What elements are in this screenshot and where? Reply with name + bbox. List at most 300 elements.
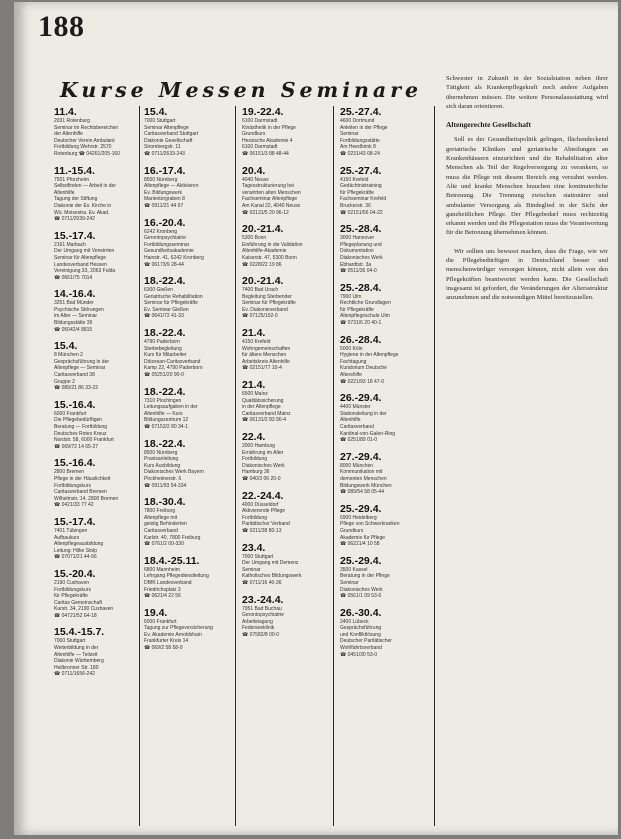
- event-detail: Altenpflege — Seminar: [54, 365, 106, 372]
- event-detail: 6900 Heidelberg: [340, 514, 377, 521]
- event-detail: 3000 Hannover: [340, 235, 375, 242]
- event-entry: [144, 607, 226, 652]
- event-entry: [242, 379, 324, 424]
- event-detail: 2190 Cuxhaven: [54, 579, 90, 586]
- event-detail: Leitung: Hilke Stolp: [54, 547, 98, 554]
- event-detail: ☎ 0661/75 7014: [54, 274, 93, 281]
- event-detail: 8500 Nürnberg: [144, 176, 178, 183]
- event-date: 16.-17.4.: [144, 164, 186, 177]
- event-date: 25.-29.4.: [340, 502, 382, 515]
- event-date: 19.4.: [144, 606, 168, 619]
- event-detail: 7501 Pforzheim: [54, 176, 90, 183]
- event-date: 18.-22.4.: [144, 385, 186, 398]
- event-date: 20.-21.4.: [242, 223, 284, 236]
- event-entry: [54, 230, 136, 282]
- event-detail: 7900 Ulm: [340, 293, 362, 300]
- event-detail: Fachseminar Krefeld: [340, 196, 387, 203]
- event-detail: Ev. Bildungswerk: [144, 189, 182, 196]
- event-detail: und Konfliktlösung: [340, 631, 381, 638]
- event-detail: Altenpflege — Aktivieren: [144, 183, 199, 190]
- event-detail: Arbeitstagung: [242, 618, 273, 625]
- event-detail: Psychische Störungen: [54, 306, 104, 313]
- event-detail: Kommunikation mit: [340, 469, 383, 476]
- event-detail: für Pflegekräfte: [340, 306, 374, 313]
- event-date: 20.4.: [242, 164, 266, 177]
- event-detail: Caritasverband 38: [54, 372, 95, 379]
- event-detail: Geriatrische Rehabilitation: [144, 293, 203, 300]
- event-detail: Grundkurs: [242, 131, 266, 138]
- event-date: 15.-17.4.: [54, 229, 96, 242]
- event-detail: Fortbildung: [242, 514, 268, 521]
- event-detail: ☎ 02151/77 10-4: [242, 365, 282, 372]
- event-detail: Sterbebegleitung: [144, 345, 182, 352]
- event-detail: Wohngemeinschaften: [242, 345, 291, 352]
- event-detail: Kurs Ausbildung: [144, 462, 181, 469]
- event-entry: [340, 451, 422, 496]
- event-entry: [144, 165, 226, 210]
- event-detail: 6100 Darmstadt: [242, 144, 278, 151]
- event-detail: Wohlfahrtsverband: [340, 645, 382, 652]
- event-entry: [242, 490, 324, 535]
- column-divider: [139, 106, 140, 826]
- event-detail: 2800 Bremen: [54, 469, 85, 476]
- event-detail: Seminar: [340, 131, 359, 138]
- event-date: 25.-28.4.: [340, 281, 382, 294]
- event-detail: ☎ 0231/43 08-24: [340, 150, 380, 157]
- event-detail: Fortbildungskurs: [54, 586, 91, 593]
- event-detail: Anleiten in der Pflege: [340, 124, 388, 131]
- event-detail: Paritätischer Verband: [242, 521, 290, 528]
- event-detail: Ev. Diakonieverband: [242, 306, 288, 313]
- event-detail: Gerontopsychiatrie: [242, 612, 284, 619]
- event-detail: Kardinal-von-Galen-Ring: [340, 430, 396, 437]
- event-detail: ☎ 06221/4 10 58: [340, 541, 380, 548]
- event-detail: Frankfurter Kreis 14: [144, 638, 189, 645]
- event-detail: Ernährung im Alter: [242, 449, 284, 456]
- event-detail: 4040 Neuss: [242, 176, 269, 183]
- event-detail: Stationsleitung in der: [340, 410, 387, 417]
- event-entry: [340, 555, 422, 600]
- event-detail: 7000 Stuttgart: [242, 553, 274, 560]
- column-divider: [434, 106, 435, 826]
- page-title: Kurse Messen Seminare: [60, 78, 423, 102]
- event-detail: ☎ 069/72 14 65-27: [54, 443, 99, 450]
- event-entry: [242, 594, 324, 639]
- event-detail: Praxisanleitung: [144, 456, 179, 463]
- event-detail: ☎ 0761/2 00-330: [144, 541, 184, 548]
- event-detail: ☎ 0511/36 04-0: [340, 268, 377, 275]
- event-detail: Hessische Akademie 4: [242, 137, 293, 144]
- event-detail: Hamburg 36: [242, 469, 270, 476]
- event-date: 22.4.: [242, 431, 266, 443]
- event-detail: Caritasverband Bremen: [54, 489, 107, 496]
- event-detail: Seminar: [340, 579, 359, 586]
- event-date: 21.4.: [242, 327, 266, 340]
- event-entry: [242, 542, 324, 587]
- event-detail: Federseeklinik: [242, 625, 275, 632]
- event-detail: Diakonisches Werk Bayern: [144, 469, 204, 476]
- event-entry: [54, 626, 136, 678]
- event-detail: Bildungszentrum 12: [144, 417, 189, 424]
- event-detail: ☎ 0228/22 19 86: [242, 261, 282, 268]
- event-detail: Tagesstrukturierung bei: [242, 183, 294, 190]
- event-detail: im Alter — Seminar: [54, 313, 98, 320]
- event-detail: Weiterbildung in der: [54, 645, 99, 652]
- event-detail: DBfK Landesverband: [144, 579, 192, 586]
- event-detail: Pflege von Schwerkranken: [340, 521, 400, 528]
- event-detail: Altenhilfe-Akademie: [242, 248, 287, 255]
- event-detail: Marientorgraben 8: [144, 196, 185, 203]
- event-detail: ☎ 06151/3 88 48-44: [242, 150, 289, 157]
- event-entry: [242, 106, 324, 158]
- event-date: 25.-28.4.: [340, 223, 382, 236]
- event-detail: Kamp 22, 4790 Paderborn: [144, 365, 203, 372]
- event-detail: Beratung in der Pflege: [340, 573, 390, 580]
- event-detail: Caritasverband: [340, 424, 374, 430]
- event-detail: Gesprächsführung in der: [54, 358, 110, 365]
- event-detail: 2000 Hamburg: [242, 443, 276, 449]
- event-date: 20.-21.4.: [242, 275, 284, 288]
- article-column: [446, 74, 608, 830]
- event-detail: Seminar für Pflegekräfte: [144, 300, 198, 307]
- event-detail: 4790 Paderborn: [144, 339, 180, 346]
- event-detail: verwirrten alten Menschen: [242, 189, 301, 196]
- event-detail: 3500 Kassel: [340, 566, 368, 573]
- event-detail: 6500 Mainz: [242, 391, 268, 398]
- event-detail: Bildungswerk München: [340, 482, 392, 489]
- event-detail: ☎ 0251/89 01-0: [340, 437, 378, 444]
- event-detail: Nordstr. 58, 6000 Frankfurt: [54, 437, 114, 444]
- event-date: 15.4.: [144, 106, 168, 118]
- event-detail: Landesverband Hessen: [54, 261, 107, 268]
- event-detail: 8500 Nürnberg: [144, 449, 178, 456]
- article-heading: Altengerechte Gesellschaft: [446, 120, 532, 130]
- event-entry: [144, 106, 226, 158]
- event-detail: 6100 Darmstadt: [242, 118, 278, 124]
- event-entry: [340, 607, 422, 659]
- event-detail: ☎ 06173/9 28-44: [144, 261, 184, 268]
- event-detail: für Pflegekräfte: [340, 189, 374, 196]
- event-detail: Altenhilfe — Kurs: [144, 410, 183, 417]
- event-entry: [54, 516, 136, 561]
- event-date: 15.4.: [54, 340, 78, 353]
- event-detail: Der Umgang mit Demenz: [242, 560, 299, 567]
- event-detail: Pflegeplanung und: [340, 241, 382, 248]
- event-date: 15.-17.4.: [54, 515, 96, 528]
- event-entry: [340, 165, 422, 217]
- event-date: 18.-22.4.: [144, 275, 186, 288]
- event-detail: ☎ 04721/52 64-18: [54, 612, 97, 619]
- column-divider: [333, 106, 334, 826]
- event-date: 16.-20.4.: [144, 216, 186, 229]
- event-detail: der Altenhilfe: [54, 131, 83, 138]
- event-detail: Hygiene in der Altenpflege: [340, 352, 399, 359]
- event-entry: [242, 165, 324, 217]
- event-detail: Tagung der Stiftung: [54, 196, 98, 203]
- event-entry: [340, 392, 422, 444]
- event-detail: Altenpflege mit: [144, 514, 178, 521]
- event-detail: ☎ 089/54 58 05-44: [340, 489, 385, 496]
- event-detail: Altenpflegeschule Ulm: [340, 313, 390, 320]
- event-date: 14.-16.4.: [54, 288, 96, 301]
- magazine-page: [14, 2, 618, 835]
- event-detail: Kaiserstr. 47, 5300 Bonn: [242, 254, 297, 261]
- article-intro: Schwester in Zukunft in der Sozialstation neben ihrer Tätigkeit als Krankenpflegekraft noch andere Aufgaben übernehmen müssen. Die weitere Personalausstattung wird sich daran orientieren.: [446, 75, 608, 110]
- event-date: 15.4.-15.7.: [54, 626, 105, 639]
- event-detail: Rotenburg ☎ 04261/205-160: [54, 150, 120, 157]
- event-detail: 6300 Gießen: [144, 287, 173, 294]
- article-paragraph: Wir sollten uns bewusst machen, dass die Frage, wie wir die Pflegebedürftigen in Deutschland besser und menschenwürdiger versorgen können, nicht allein von den Pflegekräften beantwortet werden kann. Die Gesellschaft insgesamt ist gefordert, die Veränderungen der Altersstruktur anzunehmen und die notwendigen Mittel bereitzustellen.: [446, 247, 608, 302]
- article-paragraph: Soll es der Gesundheitspolitik gelingen, flächendeckend geriatrische Kliniken und geriatrische Abteilungen an Krankenhäusern einzurichten und die Rehabilitation alter Menschen als Teil der Regelversorgung zu verankern, so muss die Pflege mit diesem Bereich eng verzahnt werden. Alte und kranke Menschen brauchen eine kontinuierliche Betreuung. Die Trennung zwischen stationärer und ambulanter Versorgung als Bindeglied in der Sicht der ganzheitlichen Pflege. Der Pflegebedarf muss rechtzeitig erkannt werden und die Pflegestation muss die Verantwortung für die Betreuung übernehmen können.: [446, 136, 608, 237]
- event-date: 25.-27.4.: [340, 106, 382, 118]
- event-detail: Seminar für Pflegekräfte: [242, 300, 296, 307]
- event-detail: Diözesan-Caritasverband: [144, 358, 201, 365]
- event-detail: ☎ 040/3 06 20-0: [242, 475, 281, 482]
- event-detail: Aktivierende Pflege: [242, 508, 286, 515]
- event-detail: 2031 Rotenburg: [54, 118, 90, 124]
- event-detail: Fortbildungsstätte: [340, 137, 380, 144]
- event-detail: ☎ 0211/38 80-13: [242, 527, 282, 534]
- event-detail: Altershilfe: [340, 372, 362, 379]
- event-detail: Lehrgang Pflegedienstleitung: [144, 573, 209, 580]
- event-detail: 4150 Krefeld: [242, 339, 271, 346]
- event-detail: ☎ 0221/93 18 47-0: [340, 378, 385, 385]
- event-detail: Diakonisches Werk: [340, 586, 383, 593]
- event-detail: 8000 München: [340, 462, 374, 469]
- event-detail: Am Heedbrink 8: [340, 144, 376, 151]
- event-detail: Dokumentation: [340, 248, 374, 255]
- event-detail: 7000 Stuttgart: [54, 638, 86, 645]
- event-detail: Gruppe 2: [54, 378, 75, 385]
- event-entry: [340, 106, 422, 158]
- event-entry: [144, 555, 226, 600]
- event-date: 15.-16.4.: [54, 457, 96, 470]
- event-date: 15.-16.4.: [54, 398, 96, 411]
- event-detail: Caritasverband Mainz: [242, 410, 291, 417]
- event-detail: Kinästhetik in der Pflege: [242, 124, 296, 131]
- event-date: 26.-29.4.: [340, 392, 382, 405]
- event-detail: Kurs für Mitarbeiter: [144, 352, 187, 359]
- event-detail: ☎ 0641/72 41-33: [144, 313, 184, 320]
- event-detail: Altenhilfe: [54, 189, 75, 196]
- event-detail: 6800 Mannheim: [144, 566, 180, 573]
- event-detail: 7000 Stuttgart: [144, 118, 176, 124]
- listing-column-1: [54, 106, 136, 830]
- event-detail: Deutsches Rotes Kreuz: [54, 430, 107, 437]
- event-detail: Fachtagung: [340, 358, 367, 365]
- event-detail: Wilhelmstr. 14, 2800 Bremen: [54, 495, 119, 502]
- event-detail: Altenpflegeausbildung: [54, 541, 104, 548]
- event-detail: Karlstr. 40, 7800 Freiburg: [144, 534, 201, 541]
- event-detail: 6242 Kronberg: [144, 228, 178, 235]
- event-date: 26.-30.4.: [340, 606, 382, 619]
- event-entry: [54, 340, 136, 392]
- event-detail: Seminar im Rechtsbereichen: [54, 124, 119, 131]
- event-entry: [242, 275, 324, 320]
- event-entry: [54, 165, 136, 223]
- event-detail: Pflege in der Häuslichkeit: [54, 475, 111, 482]
- event-entry: [144, 386, 226, 431]
- event-date: 19.-22.4.: [242, 106, 284, 118]
- event-detail: 6000 Frankfurt: [54, 410, 87, 417]
- event-detail: Die Pflegebedürftigen: [54, 417, 103, 424]
- event-detail: Einführung in die Validation: [242, 241, 303, 248]
- event-detail: Altenhilfe: [340, 417, 361, 424]
- event-detail: Kurstr. 34, 2190 Cuxhaven: [54, 606, 114, 613]
- event-detail: ☎ 06131/2 83 90-4: [242, 417, 287, 424]
- event-date: 11.-15.4.: [54, 164, 95, 177]
- event-detail: 7951 Bad Buchau: [242, 605, 282, 612]
- event-date: 23.4.: [242, 541, 266, 554]
- event-detail: Deutscher Verein Ambulant: [54, 137, 115, 144]
- event-detail: für Pflegekräfte: [54, 593, 88, 600]
- event-detail: Caritasverband: [144, 527, 178, 534]
- event-detail: 2161 Marbach: [54, 241, 86, 248]
- event-detail: Vereinigung 33, 2063 Fulda: [54, 268, 116, 275]
- event-date: 23.-24.4.: [242, 593, 284, 606]
- event-detail: ☎ 0561/1 09 53-6: [340, 593, 382, 600]
- event-detail: Fortbildung Wehrstr. 2570: [54, 144, 112, 151]
- event-date: 25.-29.4.: [340, 554, 382, 567]
- event-detail: Der Umgang mit Verwirrten: [54, 248, 115, 255]
- event-detail: Akademie für Pflege: [340, 534, 386, 541]
- event-detail: ☎ 0421/33 77 42: [54, 502, 94, 509]
- event-detail: Ev. Seminar Gießen: [144, 306, 189, 313]
- event-detail: 7401 Tübingen: [54, 527, 88, 534]
- event-detail: Gedächtnistraining: [340, 183, 382, 190]
- event-detail: 4400 Münster: [340, 404, 371, 411]
- event-detail: für ältere Menschen: [242, 352, 287, 359]
- event-detail: Gesundheitsakademie: [144, 248, 194, 255]
- event-date: 18.-22.4.: [144, 437, 186, 450]
- event-detail: ☎ 0711/2039-242: [54, 216, 95, 223]
- event-detail: Caritas Gemeinschaft: [54, 599, 103, 606]
- event-detail: ☎ 0731/6 20 40-1: [340, 320, 382, 327]
- event-detail: ☎ 0451/30 53-0: [340, 651, 378, 658]
- event-detail: Diakonie Württemberg: [54, 658, 104, 665]
- event-detail: Aufbaukurs: [54, 534, 80, 541]
- event-entry: [340, 282, 422, 327]
- page-number: 188: [38, 10, 85, 43]
- event-detail: Am Kanal 22, 4040 Neuss: [242, 202, 301, 209]
- event-detail: Gerontopsychiatrie: [144, 235, 186, 242]
- event-detail: Qualitätssicherung: [242, 397, 284, 404]
- event-detail: 7400 Bad Urach: [242, 287, 279, 294]
- event-detail: Seminar Altenpflege: [144, 124, 189, 131]
- event-detail: Ebhardtstr. 3a: [340, 261, 372, 268]
- listing-column-4: [340, 106, 422, 830]
- event-detail: Selbstfinden — Arbeit in der: [54, 183, 116, 190]
- event-detail: 7800 Freiburg: [144, 508, 176, 515]
- event-detail: ☎ 0711/2633-243: [144, 150, 185, 157]
- event-detail: Caritasverband Stuttgart: [144, 131, 199, 138]
- event-detail: ☎ 07153/2 80 34-1: [144, 424, 189, 430]
- event-date: 18.-22.4.: [144, 327, 186, 340]
- event-detail: Grundkurs: [340, 527, 364, 534]
- event-date: 18.4.-25.11.: [144, 554, 200, 567]
- event-entry: [54, 106, 136, 158]
- event-detail: 8 München 2: [54, 352, 83, 359]
- event-entry: [144, 275, 226, 320]
- event-detail: ☎ 07071/21 44-56: [54, 554, 97, 561]
- event-detail: 6000 Frankfurt: [144, 618, 177, 625]
- event-detail: Arbeitskreis Altenhilfe: [242, 358, 290, 365]
- column-divider: [235, 106, 236, 826]
- event-date: 21.4.: [242, 379, 266, 392]
- event-detail: Fortbildungsseminar: [144, 241, 190, 248]
- event-detail: Wü. Moisestra. Ev. Akad.: [54, 209, 110, 216]
- event-entry: [54, 288, 136, 333]
- event-detail: ☎ 0911/93 54-334: [144, 482, 187, 489]
- event-entry: [340, 223, 422, 275]
- event-detail: Begleitung Sterbender: [242, 293, 292, 300]
- event-detail: Friedrichsplatz 3: [144, 586, 181, 593]
- event-detail: ☎ 069/2 58 58-0: [144, 645, 183, 652]
- event-detail: ☎ 089/21 86 33-22: [54, 385, 99, 392]
- event-detail: ☎ 05042/4 8815: [54, 326, 93, 333]
- event-detail: Gesprächsführung: [340, 625, 382, 632]
- event-detail: Tagung zur Pflegeversicherung: [144, 625, 213, 632]
- event-detail: ☎ 0911/21 44 97: [144, 202, 184, 209]
- event-detail: Hainstr. 41, 6242 Kronberg: [144, 254, 204, 261]
- event-detail: Kuratorium Deutsche: [340, 365, 387, 372]
- event-detail: Diakonie der Ev. Kirche in: [54, 202, 112, 209]
- event-date: 27.-29.4.: [340, 450, 382, 463]
- event-detail: 4150 Krefeld: [340, 176, 369, 183]
- event-detail: ☎ 0621/4 22 56: [144, 593, 181, 600]
- event-entry: [340, 503, 422, 548]
- event-detail: Beratung — Fortbildung: [54, 424, 108, 430]
- event-detail: ☎ 0711/16 40-36: [242, 579, 282, 586]
- event-entry: [54, 568, 136, 620]
- event-entry: [54, 457, 136, 509]
- event-date: 15.-20.4.: [54, 567, 96, 580]
- event-detail: dementen Menschen: [340, 475, 387, 482]
- event-detail: Pirckheimerstr. 6: [144, 475, 182, 482]
- event-detail: ☎ 02151/56 04-22: [340, 209, 383, 216]
- event-date: 26.-28.4.: [340, 333, 382, 346]
- event-date: 22.-24.4.: [242, 489, 284, 502]
- event-detail: Fortbildungskurs: [54, 482, 91, 489]
- event-entry: [144, 438, 226, 490]
- event-entry: [340, 334, 422, 386]
- event-detail: Diakonisches Werk: [340, 254, 383, 261]
- event-date: 11.4.: [54, 106, 77, 118]
- event-detail: Bildungsstätte 36: [54, 320, 93, 327]
- event-detail: Diakonie Gesellschaft: [144, 137, 193, 144]
- event-detail: Fachseminar Altenpflege: [242, 196, 298, 203]
- event-detail: ☎ 07582/8 00-0: [242, 631, 280, 638]
- event-detail: 3251 Bad Münder: [54, 300, 94, 307]
- event-detail: geistig Behinderten: [144, 521, 187, 528]
- event-detail: ☎ 07125/152-0: [242, 313, 278, 320]
- event-detail: Altenhilfe — Teilzeit: [54, 651, 98, 658]
- event-detail: Deutscher Paritätischer: [340, 638, 392, 645]
- event-detail: Katholisches Bildungswerk: [242, 573, 302, 580]
- event-entry: [144, 496, 226, 548]
- event-entry: [144, 217, 226, 269]
- event-detail: ☎ 05251/20 90-0: [144, 372, 184, 379]
- event-detail: Diakonisches Werk: [242, 462, 285, 469]
- event-entry: [242, 431, 324, 483]
- event-detail: Strombergstr. 11: [144, 144, 181, 151]
- event-entry: [54, 399, 136, 451]
- event-detail: 7310 Plochingen: [144, 397, 182, 404]
- event-detail: Fortbildung: [242, 456, 268, 463]
- listing-column-2: [144, 106, 226, 830]
- event-detail: 5300 Bonn: [242, 235, 267, 242]
- event-detail: ☎ 02131/5 20 96-12: [242, 209, 289, 216]
